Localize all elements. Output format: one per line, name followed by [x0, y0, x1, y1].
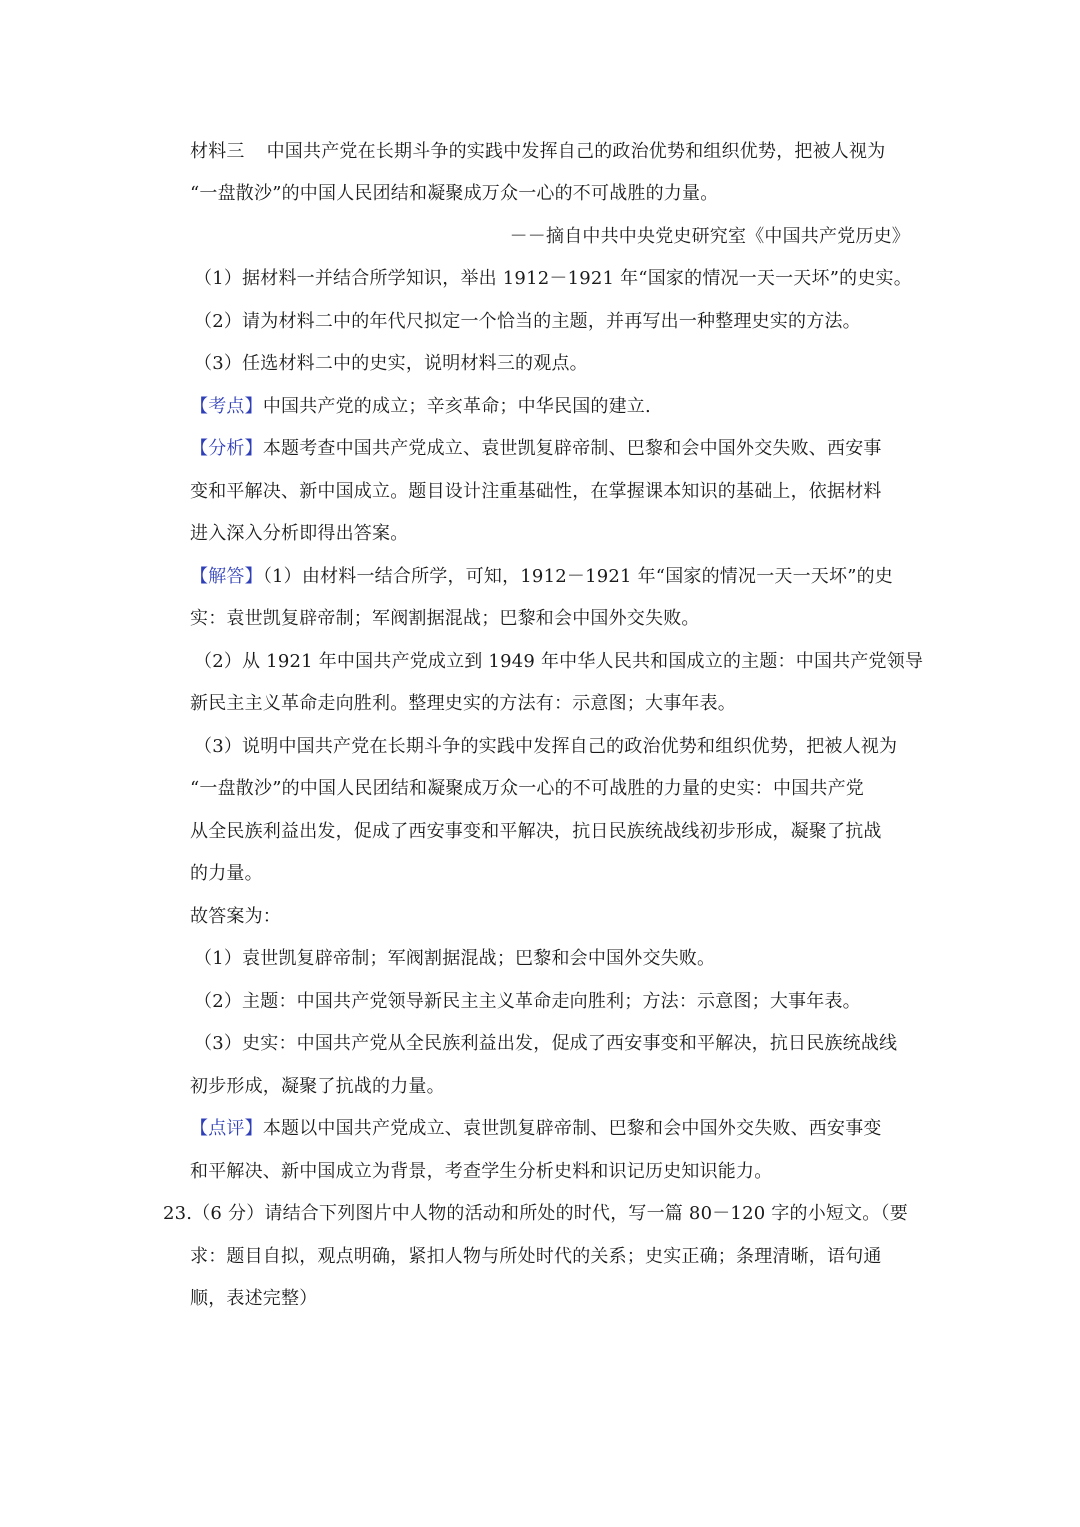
dianping-line1 — [190, 1115, 920, 1143]
jieda-line8: 的力量。 — [190, 863, 263, 884]
fenxi-line2: 变和平解决、新中国成立。题目设计注重基础性，在掌握课本知识的基础上，依据材料 — [190, 481, 882, 502]
material3-source: －－摘自中共中央党史研究室《中国共产党历史》 — [509, 226, 910, 247]
jieda-line5: （3）说明中国共产党在长期斗争的实践中发挥自己的政治优势和组织优势，把被人视为 — [194, 736, 898, 757]
answer-intro: 故答案为： — [190, 906, 281, 927]
kaodian-text: 中国共产党的成立；辛亥革命；中华民国的建立. — [262, 396, 651, 417]
q23-line2: 求：题目自拟，观点明确，紧扣人物与所处时代的关系；史实正确；条理清晰，语句通 — [190, 1246, 882, 1267]
question-2: （2）请为材料二中的年代尺拟定一个恰当的主题，并再写出一种整理史实的方法。 — [194, 311, 861, 332]
jieda-tag: 【解答】 — [190, 566, 263, 587]
question-3: （3）任选材料二中的史实，说明材料三的观点。 — [194, 353, 588, 374]
jieda-text-1: （1）由材料一结合所学，可知，1912－1921 年“国家的情况一天一天坏”的史 — [262, 566, 894, 587]
dianping-text-1: 本题以中国共产党成立、袁世凯复辟帝制、巴黎和会中国外交失败、西安事变 — [262, 1118, 882, 1139]
q23-line1: 23.（6 分）请结合下列图片中人物的活动和所处的时代，写一篇 80－120 字的小短文。（要 — [163, 1203, 908, 1224]
dianping-line2: 和平解决、新中国成立为背景，考查学生分析史料和识记历史知识能力。 — [190, 1161, 773, 1182]
q23-line3: 顺，表述完整） — [190, 1288, 318, 1309]
jieda-line2: 实：袁世凯复辟帝制；军阀割据混战；巴黎和会中国外交失败。 — [190, 608, 700, 629]
fenxi-tag: 【分析】 — [190, 438, 263, 459]
answer-3-line2: 初步形成，凝聚了抗战的力量。 — [190, 1076, 445, 1097]
answer-2: （2）主题：中国共产党领导新民主主义革命走向胜利；方法：示意图；大事年表。 — [194, 991, 861, 1012]
answer-1: （1）袁世凯复辟帝制；军阀割据混战；巴黎和会中国外交失败。 — [194, 948, 716, 969]
material3-line1 — [190, 138, 920, 166]
fenxi-line1 — [190, 435, 920, 463]
fenxi-line3: 进入深入分析即得出答案。 — [190, 523, 409, 544]
material3-line2: “一盘散沙”的中国人民团结和凝聚成万众一心的不可战胜的力量。 — [190, 183, 719, 204]
kaodian-line — [190, 393, 920, 421]
material3-text: 中国共产党在长期斗争的实践中发挥自己的政治优势和组织优势，把被人视为 — [266, 141, 886, 162]
jieda-line3: （2）从 1921 年中国共产党成立到 1949 年中华人民共和国成立的主题：中国共产党领导 — [194, 651, 924, 672]
jieda-line1 — [190, 563, 920, 591]
jieda-line6: “一盘散沙”的中国人民团结和凝聚成万众一心的不可战胜的力量的史实：中国共产党 — [190, 778, 865, 799]
dianping-tag: 【点评】 — [190, 1118, 263, 1139]
fenxi-text-1: 本题考查中国共产党成立、袁世凯复辟帝制、巴黎和会中国外交失败、西安事 — [262, 438, 882, 459]
question-1: （1）据材料一并结合所学知识，举出 1912－1921 年“国家的情况一天一天坏”的史实。 — [194, 268, 912, 289]
jieda-line4: 新民主主义革命走向胜利。整理史实的方法有：示意图；大事年表。 — [190, 693, 736, 714]
kaodian-tag: 【考点】 — [190, 396, 263, 417]
material3-label: 材料三 — [190, 141, 245, 162]
answer-3-line1: （3）史实：中国共产党从全民族利益出发，促成了西安事变和平解决，抗日民族统战线 — [194, 1033, 898, 1054]
jieda-line7: 从全民族利益出发，促成了西安事变和平解决，抗日民族统战线初步形成，凝聚了抗战 — [190, 821, 882, 842]
